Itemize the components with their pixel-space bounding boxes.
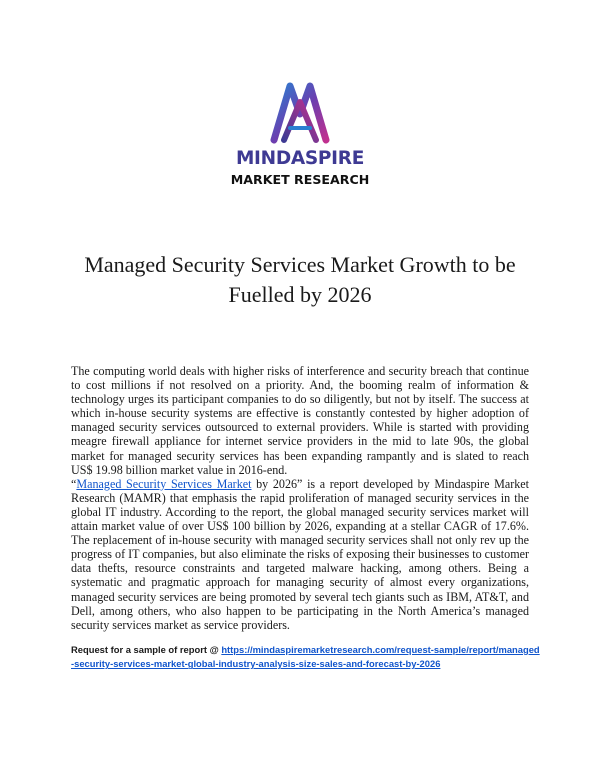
report-description: by 2026” is a report developed by Mindaspire Market Research (MAMR) that emphasis the rapid proliferation of managed security services in the global IT industry. According to the report, the global managed security services market will attain market value of over US$ 100 billion by 2026, expanding at a stellar CAGR of 17.6%. The replacement of in-house security with managed security services shall not only rev up the progress of IT companies, but also eliminate the risks of exposing their businesses to customer data thefts, resource constraints and targeted malware hacking, among others. Being a systematic and pragmatic approach for managing security of almost every organizations, managed security services are being promoted by several tech giants such as IBM, AT&T, and Dell, among others, who also happen to be participating in the North America’s managed security services market as service providers.: [71, 476, 530, 632]
page-title: Managed Security Services Market Growth to be Fuelled by 2026: [84, 252, 516, 307]
mindaspire-logo-icon: [270, 78, 330, 146]
brand-tagline: MARKET RESEARCH: [230, 172, 370, 187]
brand-name: MINDASPIRE: [235, 148, 365, 169]
sample-request: [71, 643, 541, 672]
intro-text: The computing world deals with higher risks of interference and security breach that continue to cost millions if not resolved on a priority. And, the booming realm of information & technology urges its participant companies to do so diligently, but not by itself. The success at which in-house security systems are effective is constantly contested by higher adoption of managed security services outsourced to external providers. While is started with providing meagre firewall appliance for internet service providers in the mid to late 90s, the global market for managed security services has been expanding rampantly and is slated to reach US$ 19.98 billion market value in 2016-end.: [71, 364, 529, 477]
request-sample-link[interactable]: https://mindaspiremarketresearch.com/request-sample/report/managed-security-services-market-global-industry-analysis-size-sales-and-forecast-by-2026: [71, 644, 540, 670]
article-body: [71, 364, 529, 632]
quote-open: “: [71, 476, 77, 491]
request-label: Request for a sample of report @: [71, 644, 222, 655]
company-logo: [218, 72, 382, 200]
report-link[interactable]: Managed Security Services Market: [76, 476, 252, 491]
